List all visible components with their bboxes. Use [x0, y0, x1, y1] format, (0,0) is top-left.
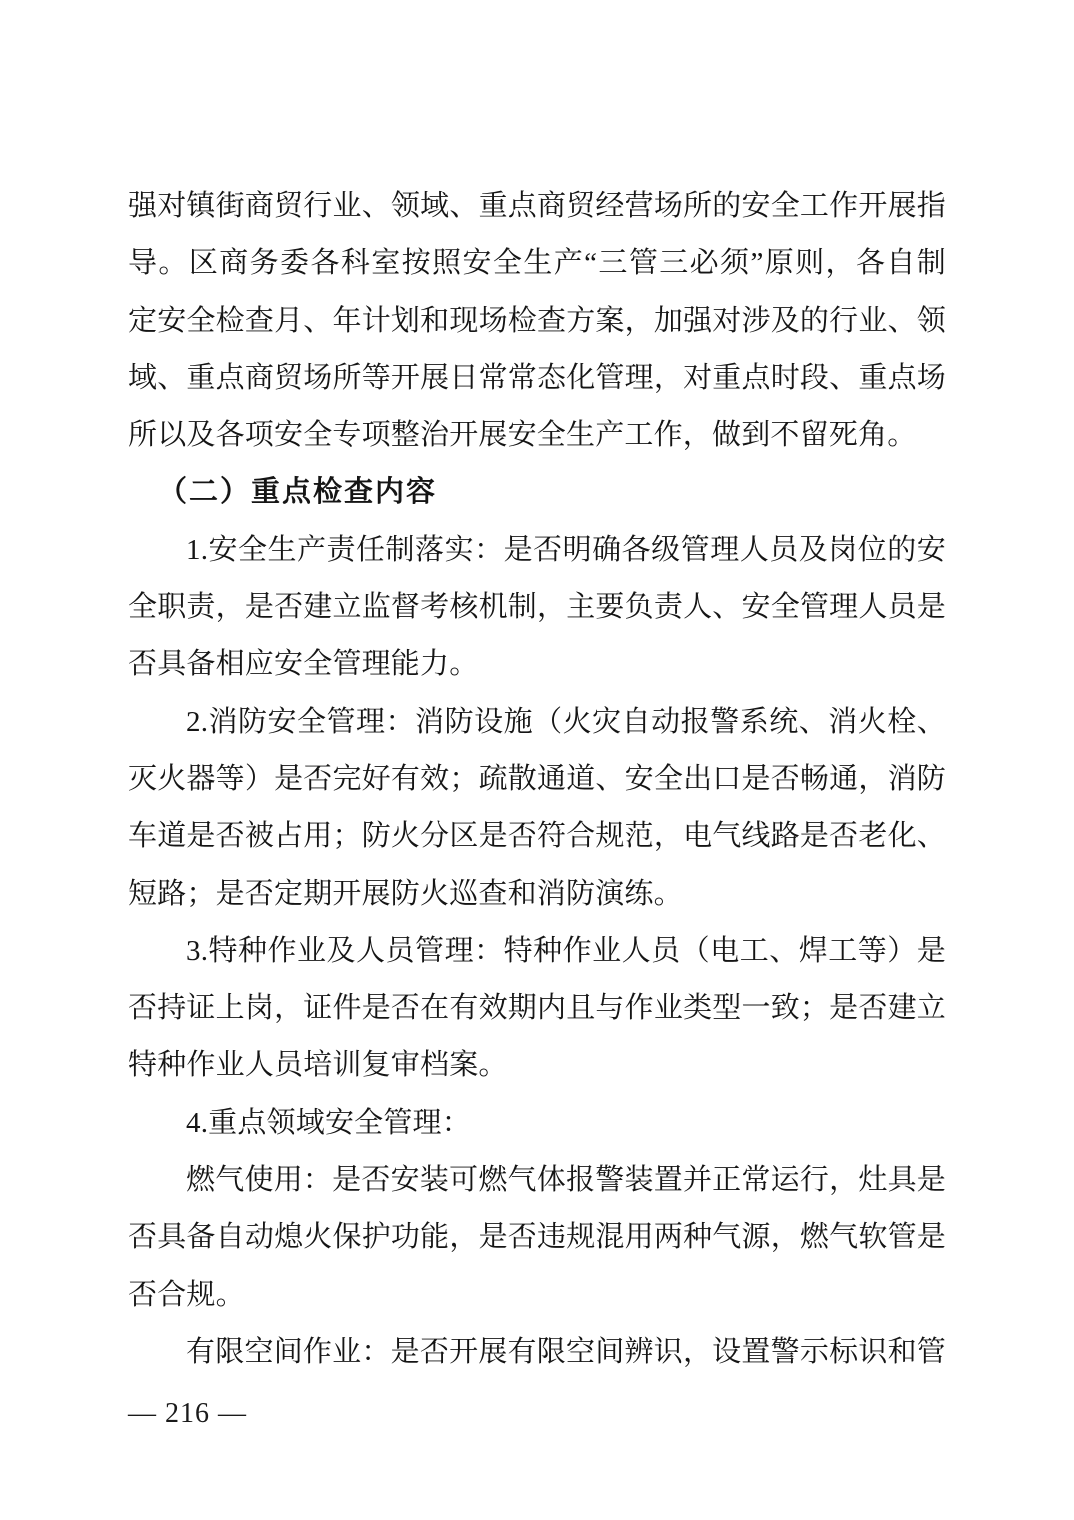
- text-line: 有限空间作业：是否开展有限空间辨识，设置警示标识和管: [186, 1335, 946, 1368]
- text-line: 否具备相应安全管理能力。: [128, 648, 479, 681]
- text-line: 所以及各项安全专项整治开展安全生产工作，做到不留死角。: [128, 419, 917, 452]
- text-line: 特种作业人员培训复审档案。: [128, 1049, 508, 1082]
- text-line: 车道是否被占用；防火分区是否符合规范，电气线路是否老化、: [128, 820, 946, 853]
- text-line: 3.特种作业及人员管理：特种作业人员（电工、焊工等）是: [186, 934, 946, 967]
- text-block: [128, 178, 946, 1381]
- text-line: 否持证上岗，证件是否在有效期内且与作业类型一致；是否建立: [128, 992, 946, 1025]
- section-heading: （二）重点检查内容: [158, 476, 438, 509]
- text-line: 全职责，是否建立监督考核机制，主要负责人、安全管理人员是: [128, 591, 946, 624]
- page-number: — 216 —: [128, 1398, 247, 1429]
- text-line: 灭火器等）是否完好有效；疏散通道、安全出口是否畅通，消防: [128, 762, 946, 795]
- text-line: 否具备自动熄火保护功能，是否违规混用两种气源，燃气软管是: [128, 1221, 946, 1254]
- text-line: 否合规。: [128, 1278, 245, 1311]
- text-line: 域、重点商贸场所等开展日常常态化管理，对重点时段、重点场: [128, 361, 946, 394]
- text-line: 1.安全生产责任制落实：是否明确各级管理人员及岗位的安: [186, 533, 946, 566]
- text-line: 4.重点领域安全管理：: [186, 1106, 471, 1139]
- text-line: 2.消防安全管理：消防设施（火灾自动报警系统、消火栓、: [186, 705, 946, 738]
- text-line: 燃气使用：是否安装可燃气体报警装置并正常运行，灶具是: [186, 1164, 946, 1197]
- text-line: 定安全检查月、年计划和现场检查方案，加强对涉及的行业、领: [128, 304, 946, 337]
- text-line: 导。区商务委各科室按照安全生产“三管三必须”原则，各自制: [128, 247, 946, 280]
- text-line: 短路；是否定期开展防火巡查和消防演练。: [128, 877, 683, 910]
- text-line: 强对镇街商贸行业、领域、重点商贸经营场所的安全工作开展指: [128, 190, 946, 222]
